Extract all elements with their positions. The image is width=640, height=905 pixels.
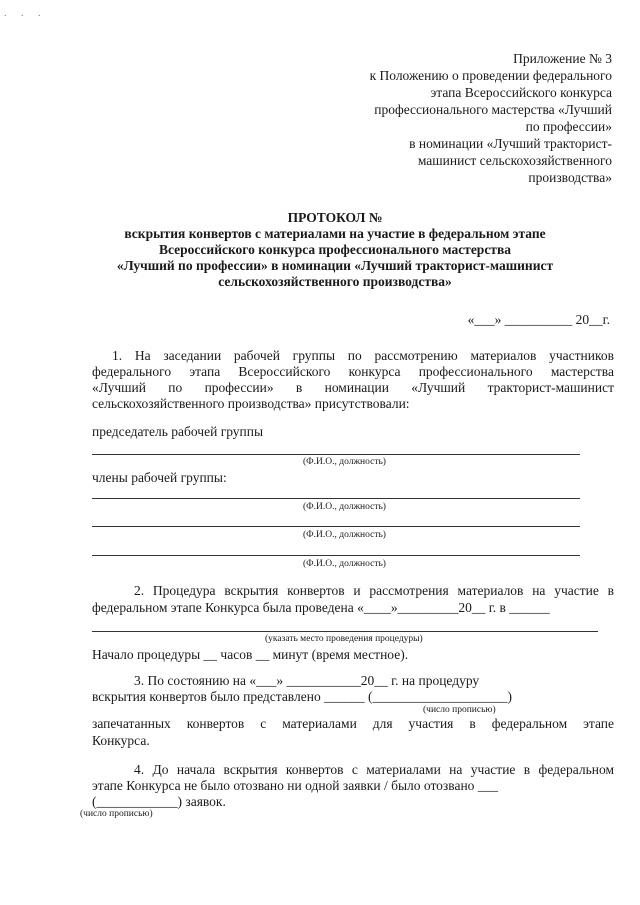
protocol-subtitle-line-2: Всероссийского конкурса профессионального мастерства: [159, 242, 511, 257]
appendix-header: [370, 50, 612, 186]
appendix-line-3: этапа Всероссийского конкурса: [430, 85, 612, 100]
envelope-count-caption: (число прописью): [423, 705, 496, 715]
protocol-subtitle-line-3: «Лучший по профессии» в номинации «Лучший тракторист-машинист: [116, 258, 554, 273]
paragraph-2-line-1: 2. Процедура вскрытия конвертов и рассмотрения материалов на участие в: [134, 583, 614, 598]
members-label: члены рабочей группы:: [92, 470, 227, 485]
protocol-title: ПРОТОКОЛ №: [287, 210, 383, 225]
appendix-line-1: Приложение № 3: [513, 51, 612, 66]
date-line: «___» __________ 20__г.: [467, 312, 610, 327]
member-caption-2: (Ф.И.О., должность): [303, 530, 386, 540]
paragraph-3-line-3: запечатанных конвертов с материалами для участия в федеральном этапе: [92, 716, 614, 731]
appendix-line-8: производства»: [528, 170, 612, 185]
paragraph-4-line-3: (____________) заявок.: [92, 794, 226, 809]
protocol-subtitle-line-1: вскрытия конвертов с материалами на участие в федеральном этапе: [124, 226, 546, 241]
member-signature-line-2: [92, 526, 580, 527]
paragraph-3-line-4: Конкурса.: [92, 733, 150, 748]
appendix-line-7: машинист сельскохозяйственного: [417, 153, 612, 168]
member-caption-1: (Ф.И.О., должность): [303, 502, 386, 512]
member-signature-line-1: [92, 498, 580, 499]
appendix-line-5: по профессии»: [525, 119, 612, 134]
appendix-line-6: в номинации «Лучший тракторист-: [409, 136, 612, 151]
paragraph-4-line-2: этапе Конкурса не было отозвано ни одной заявки / было отозвано ___: [92, 778, 499, 793]
member-signature-line-3: [92, 555, 580, 556]
paragraph-2-line-2: федеральном этапе Конкурса была проведена «____»_________20__ г. в ______: [92, 600, 550, 615]
chair-caption: (Ф.И.О., должность): [303, 457, 386, 467]
paragraph-1-line-1: 1. На заседании рабочей группы по рассмотрению материалов участников: [112, 348, 614, 363]
paragraph-2-line-3: Начало процедуры __ часов __ минут (время местное).: [92, 647, 409, 662]
chair-label: председатель рабочей группы: [92, 424, 264, 439]
appendix-line-2: к Положению о проведении федерального: [369, 68, 612, 83]
venue-line: [92, 631, 598, 632]
chair-signature-line: [92, 454, 580, 455]
protocol-subtitle-line-4: сельскохозяйственного производства»: [218, 274, 452, 289]
withdrawn-count-caption: (число прописью): [80, 809, 153, 819]
scan-marks: . . .: [4, 8, 47, 19]
paragraph-1-line-2: федерального этапа Всероссийского конкурса профессионального мастерства: [92, 364, 614, 379]
paragraph-1-line-4: сельскохозяйственного производства» присутствовали:: [92, 396, 410, 411]
member-caption-3: (Ф.И.О., должность): [303, 559, 386, 569]
paragraph-3-line-2: вскрытия конвертов было представлено ______ (____________________): [92, 689, 512, 704]
appendix-line-4: профессионального мастерства «Лучший: [374, 102, 612, 117]
venue-caption: (указать место проведения процедуры): [265, 634, 423, 644]
paragraph-1-line-3: «Лучший по профессии» в номинации «Лучший тракторист-машинист: [92, 380, 614, 395]
paragraph-4-line-1: 4. До начала вскрытия конвертов с материалами на участие в федеральном: [134, 762, 614, 777]
paragraph-3-line-1: 3. По состоянию на «___» ___________20__ г. на процедуру: [134, 673, 480, 688]
